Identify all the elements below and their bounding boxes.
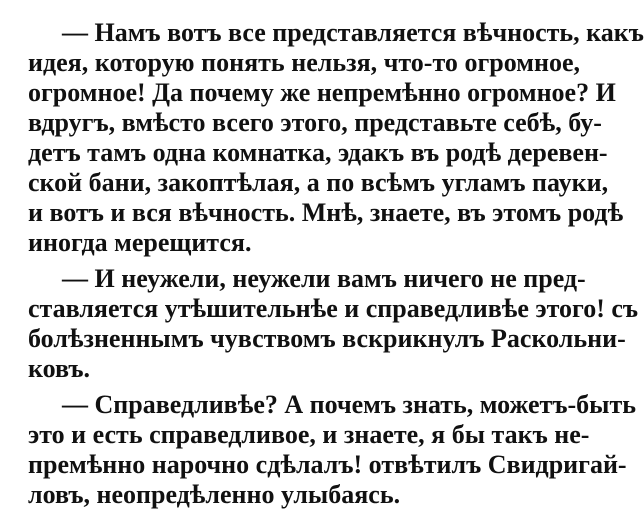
text-line: ской бани, закоптѣлая, а по всѣмъ угламъ пауки, <box>28 168 609 197</box>
text-line: ставляется утѣшительнѣе и справедливѣе этого! съ <box>28 294 639 323</box>
text-line: — Справедливѣе? А почемъ знать, можетъ-быть <box>62 390 636 419</box>
text-line: огромное! Да почему же непремѣнно огромное? И <box>28 78 616 107</box>
text-line: премѣнно нарочно сдѣлалъ! отвѣтилъ Свидригай- <box>28 450 627 479</box>
text-line: ловъ, неопредѣленно улыбаясь. <box>28 480 401 509</box>
paragraph-3 <box>28 390 636 510</box>
text-line: болѣзненнымъ чувствомъ вскрикнулъ Раскольни- <box>28 324 626 353</box>
text-line: идея, которую понять нельзя, что-то огромное, <box>28 48 580 77</box>
text-line: — Намъ вотъ все представляется вѣчность, какъ <box>62 18 644 47</box>
paragraph-1 <box>28 18 644 258</box>
page-text <box>28 18 644 510</box>
text-line: и вотъ и вся вѣчность. Мнѣ, знаете, въ этомъ родѣ <box>28 198 624 227</box>
text-line: это и есть справедливое, и знаете, я бы такъ не- <box>28 420 590 449</box>
paragraph-2 <box>28 264 639 384</box>
text-line: — И неужели, неужели вамъ ничего не пред- <box>62 264 586 293</box>
text-line: вдругъ, вмѣсто всего этого, представьте себѣ, бу- <box>28 108 602 137</box>
text-line: ковъ. <box>28 354 91 383</box>
text-line: иногда мерещится. <box>28 228 252 257</box>
text-line: детъ тамъ одна комнатка, эдакъ въ родѣ деревен- <box>28 138 608 167</box>
